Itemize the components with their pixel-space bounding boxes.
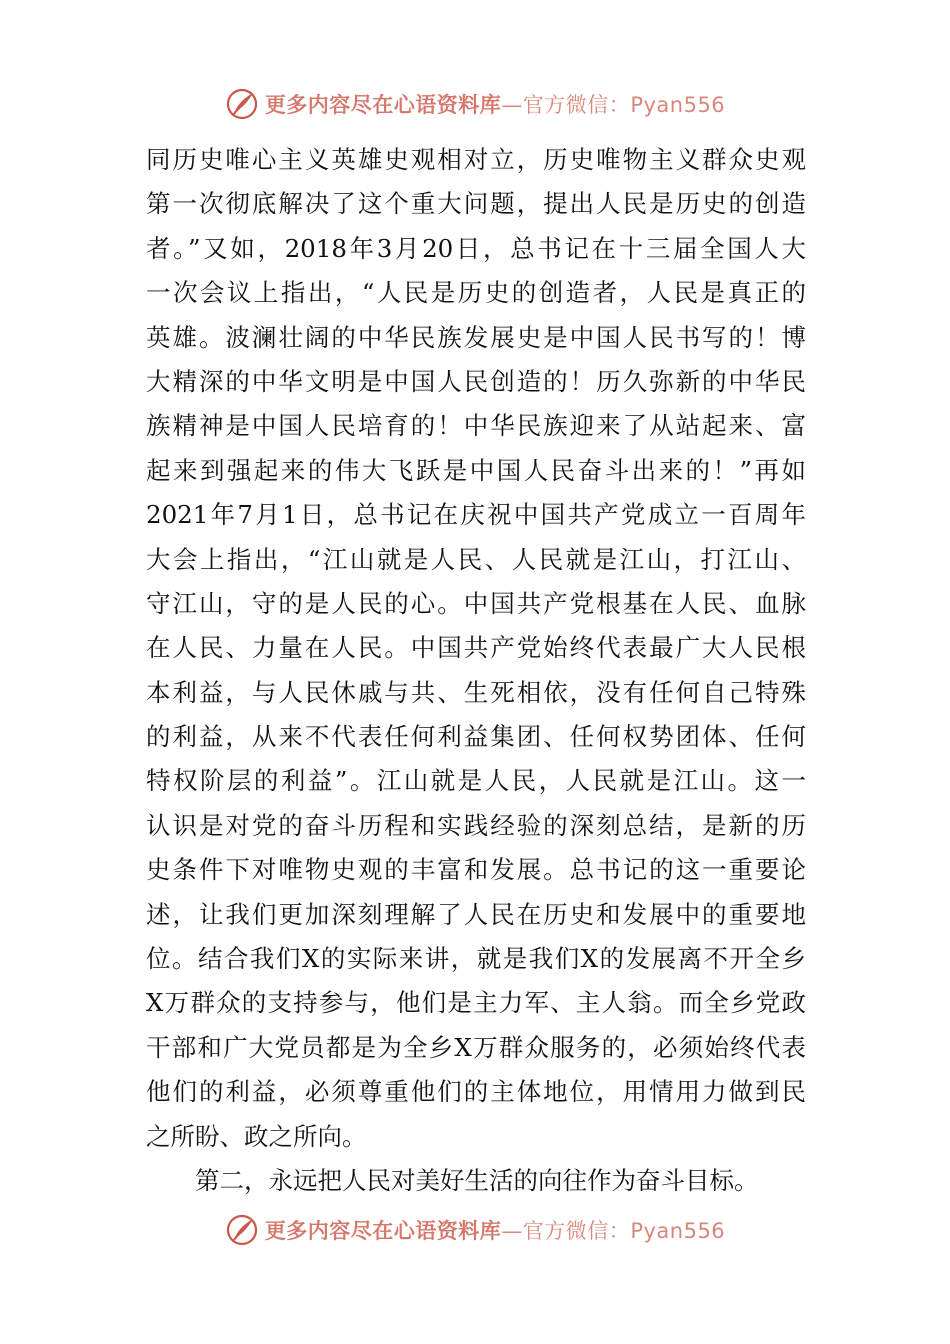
watermark-contact-id: Pyan556 [630, 1219, 726, 1243]
watermark-text [265, 1215, 725, 1245]
paragraph [146, 138, 806, 1159]
watermark-text [265, 89, 725, 119]
text-line: 干部和广大党员都是为全乡X万群众服务的，必须始终代表 [146, 1032, 806, 1062]
watermark-dash: — [501, 1219, 523, 1243]
quill-logo-icon [225, 87, 259, 121]
document-body [146, 138, 806, 1203]
text-line: 特权阶层的利益”。江山就是人民，人民就是江山。这一 [146, 766, 806, 796]
text-line: 一次会议上指出，“人民是历史的创造者，人民是真正的 [146, 278, 806, 308]
watermark-site: 更多内容尽在心语资料库 [264, 93, 502, 117]
watermark-contact-label: 官方微信： [522, 1219, 631, 1243]
text-line: 的利益，从来不代表任何利益集团、任何权势团体、任何 [146, 722, 806, 752]
text-line: 在人民、力量在人民。中国共产党始终代表最广大人民根 [146, 633, 806, 663]
text-line: 族精神是中国人民培育的！中华民族迎来了从站起来、富 [146, 411, 806, 441]
text-line: X万群众的支持参与，他们是主力军、主人翁。而全乡党政 [146, 988, 806, 1018]
text-line: 述，让我们更加深刻理解了人民在历史和发展中的重要地 [146, 899, 806, 929]
text-line: 英雄。波澜壮阔的中华民族发展史是中国人民书写的！博 [146, 322, 806, 352]
paragraph [146, 1159, 806, 1203]
text-line: 他们的利益，必须尊重他们的主体地位，用情用力做到民 [146, 1077, 806, 1107]
text-line: 第一次彻底解决了这个重大问题，提出人民是历史的创造 [146, 189, 806, 219]
text-line: 认识是对党的奋斗历程和实践经验的深刻总结，是新的历 [146, 810, 806, 840]
footer-watermark [0, 1210, 950, 1250]
text-line: 大精深的中华文明是中国人民创造的！历久弥新的中华民 [146, 366, 806, 396]
text-line: 大会上指出，“江山就是人民、人民就是江山，打江山、 [146, 544, 806, 574]
text-line: 之所盼、政之所向。 [146, 1121, 367, 1151]
quill-logo-icon [225, 1213, 259, 1247]
text-line: 本利益，与人民休戚与共、生死相依，没有任何自己特殊 [146, 677, 806, 707]
text-line: 第二，永远把人民对美好生活的向往作为奋斗目标。 [195, 1165, 759, 1195]
text-line: 2021年7月1日，总书记在庆祝中国共产党成立一百周年 [146, 500, 806, 530]
watermark-site: 更多内容尽在心语资料库 [264, 1219, 502, 1243]
watermark-contact-label: 官方微信： [522, 93, 631, 117]
text-line: 位。结合我们X的实际来讲，就是我们X的发展离不开全乡 [146, 944, 806, 974]
text-line: 者。”又如，2018年3月20日，总书记在十三届全国人大 [146, 233, 806, 263]
text-line: 史条件下对唯物史观的丰富和发展。总书记的这一重要论 [146, 855, 806, 885]
header-watermark [0, 84, 950, 124]
text-line: 守江山，守的是人民的心。中国共产党根基在人民、血脉 [146, 588, 806, 618]
watermark-contact-id: Pyan556 [630, 93, 726, 117]
text-line: 起来到强起来的伟大飞跃是中国人民奋斗出来的！”再如 [146, 455, 806, 485]
text-line: 同历史唯心主义英雄史观相对立，历史唯物主义群众史观 [146, 145, 806, 174]
watermark-dash: — [501, 93, 523, 117]
